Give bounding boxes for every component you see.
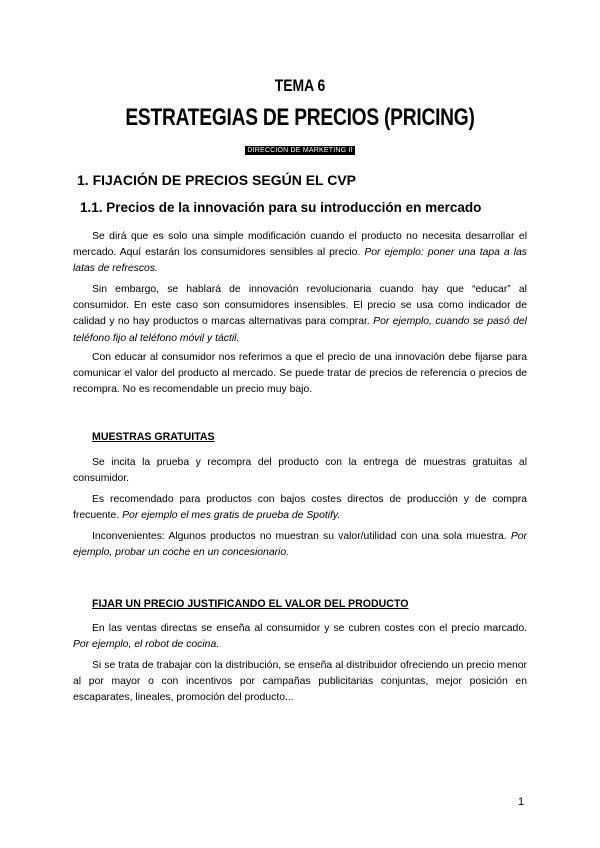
subject-wrapper bbox=[0, 139, 600, 157]
paragraph-example: Por ejemplo, probar un coche en un concesionario. bbox=[73, 531, 527, 559]
paragraph bbox=[73, 492, 527, 524]
paragraph bbox=[73, 455, 527, 487]
paragraph-text: Se incita la prueba y recompra del producto con la entrega de muestras gratuitas al consumidor. bbox=[73, 457, 527, 485]
paragraph-text: Sin embargo, se hablará de innovación revolucionaria cuando hay que “educar” al consumidor. En este caso son consumidores insensibles. El precio se usa como indicador de calidad y no hay productos o marcas alternativas para comprar. bbox=[73, 284, 527, 328]
section-heading-samples: MUESTRAS GRATUITAS bbox=[92, 431, 215, 443]
paragraph-example: Por ejemplo, cuando se pasó del teléfono fijo al teléfono móvil y táctil. bbox=[73, 316, 527, 344]
section-heading: 1. FIJACIÓN DE PRECIOS SEGÚN EL CVP bbox=[77, 172, 357, 188]
paragraph-text: Si se trata de trabajar con la distribución, se enseña al distribuidor ofreciendo un precio menor al por mayor o con incentivos por campañas publicitarias conjuntas, mejor posición en escaparates, lineales, promoción del producto... bbox=[73, 660, 527, 704]
paragraph bbox=[73, 529, 527, 561]
paragraph bbox=[73, 658, 527, 707]
paragraph-text: Se dirá que es solo una simple modificación cuando el producto no necesita desarrollar el mercado. Aquí estarán los consumidores sensibles al precio. bbox=[73, 231, 527, 259]
paragraph-text: Inconvenientes: Algunos productos no muestran su valor/utilidad con una sola muestra. bbox=[92, 531, 511, 542]
paragraph-example: Por ejemplo el mes gratis de prueba de Spotify. bbox=[122, 510, 341, 522]
subject-label: DIRECCIÓN DE MARKETING II bbox=[247, 147, 353, 154]
paragraph-text: En las ventas directas se enseña al consumidor y se cubren costes con el precio marcado. bbox=[92, 623, 527, 634]
paragraph-example: Por ejemplo: poner una tapa a las latas de refrescos. bbox=[73, 247, 527, 275]
paragraph bbox=[73, 621, 527, 653]
paragraph-example: Por ejemplo, el robot de cocina. bbox=[73, 639, 220, 651]
paragraph bbox=[73, 229, 527, 278]
paragraph bbox=[73, 350, 527, 399]
page-title: ESTRATEGIAS DE PRECIOS (PRICING) bbox=[125, 104, 475, 131]
subsection-heading: 1.1. Precios de la innovación para su introducción en mercado bbox=[80, 200, 482, 215]
topic-number: TEMA 6 bbox=[274, 76, 326, 95]
paragraph-text: Con educar al consumidor nos referimos a que el precio de una innovación debe fijarse para comunicar el valor del producto al mercado. Se puede tratar de precios de referencia o precios de recompra. No es recomendable un precio muy bajo. bbox=[73, 352, 527, 396]
paragraph-text: Es recomendado para productos con bajos costes directos de producción y de compra frecuente. bbox=[73, 494, 527, 522]
section-heading-justify: FIJAR UN PRECIO JUSTIFICANDO EL VALOR DEL PRODUCTO bbox=[92, 598, 409, 610]
paragraph bbox=[73, 282, 527, 347]
page-number: 1 bbox=[518, 796, 525, 808]
